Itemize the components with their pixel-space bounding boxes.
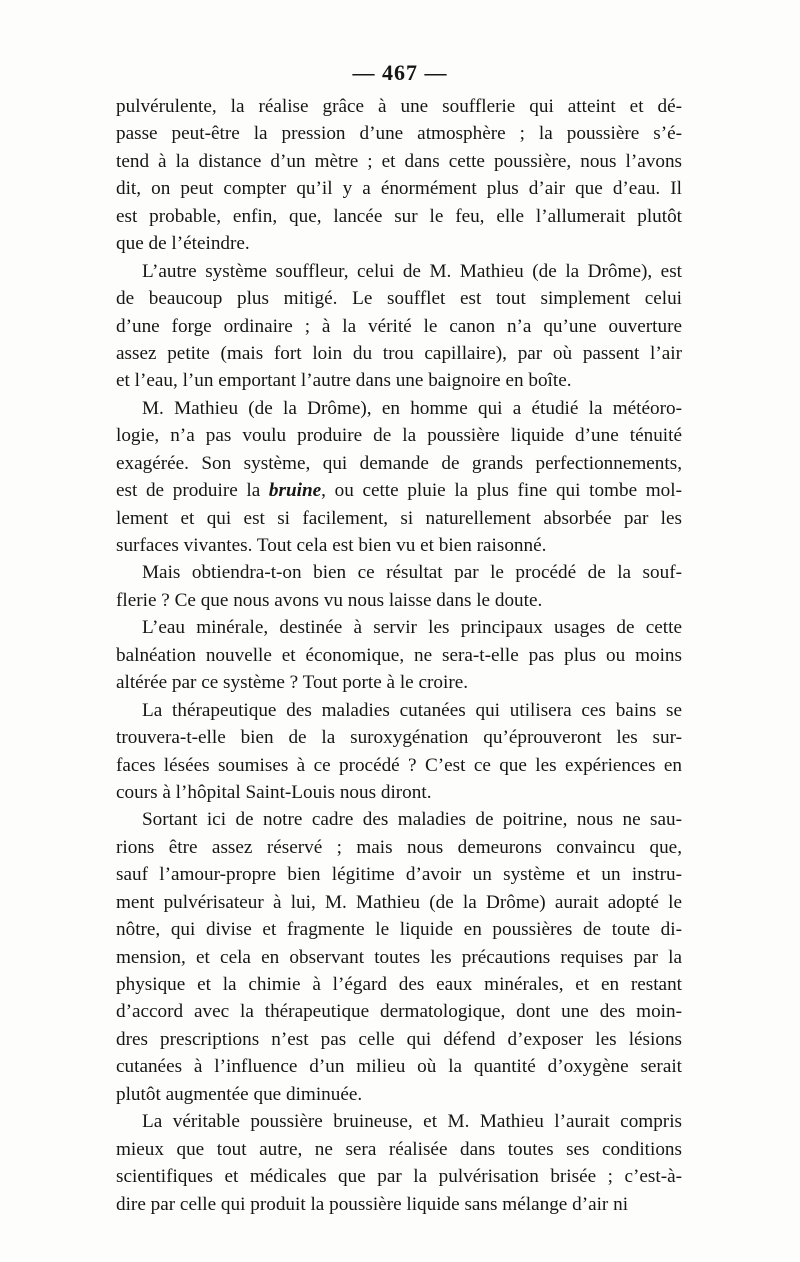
paragraph [116,806,682,1108]
text-line: physique et la chimie à l’égard des eaux minérales, et en restant [116,974,682,995]
text-line: faces lésées soumises à ce procédé ? C’est ce que les expériences en [116,754,682,776]
paragraph [116,697,682,807]
text-line: lement et qui est si facilement, si naturellement absorbée par les [116,507,682,529]
text-line: L’eau minérale, destinée à servir les principaux usages de cette [142,617,682,639]
text-line: mieux que tout autre, ne sera réalisée dans toutes ses conditions [116,1138,682,1160]
text-line: Sortant ici de notre cadre des maladies de poitrine, nous ne sau- [142,809,682,831]
text-line: que de l’éteindre. [116,233,250,255]
text-line: exagérée. Son système, qui demande de grands perfectionnements, [116,452,682,474]
emphasized-word: bruine [268,480,322,502]
text-line: altérée par ce système ? Tout porte à le croire. [116,672,469,694]
text-line: dire par celle qui produit la poussière liquide sans mélange d’air ni [116,1193,629,1215]
body-text [116,93,682,1218]
page-number: — 467 — [352,60,448,85]
text-line: pulvérulente, la réalise grâce à une soufflerie qui atteint et dé- [116,96,682,117]
text-line: La véritable poussière bruineuse, et M. Mathieu l’aurait compris [142,1111,682,1133]
paragraph [116,559,682,614]
text-line: passe peut-être la pression d’une atmosphère ; la poussière s’é- [116,123,682,145]
text-line: plutôt augmentée que diminuée. [116,1083,363,1105]
text-line: assez petite (mais fort loin du trou capillaire), par où passent l’air [116,342,682,364]
text-line: d’accord avec la thérapeutique dermatologique, dont une des moin- [116,1001,682,1023]
text-line: trouvera-t-elle bien de la suroxygénation qu’éprouveront les sur- [116,727,682,749]
text-line: est de produire la bruine, ou cette pluie la plus fine qui tombe mol- [116,480,682,502]
text-line: de beaucoup plus mitigé. Le soufflet est tout simplement celui [116,288,682,310]
paragraph [116,93,682,258]
text-line: rions être assez réservé ; mais nous demeurons convaincu que, [116,836,682,858]
text-line: flerie ? Ce que nous avons vu nous laisse dans le doute. [116,589,543,611]
text-line: sauf l’amour-propre bien légitime d’avoir un système et un instru- [116,864,682,886]
text-line: ment pulvérisateur à lui, M. Mathieu (de la Drôme) aurait adopté le [116,891,682,913]
text-line: cours à l’hôpital Saint-Louis nous diront. [116,781,432,803]
paragraph [116,258,682,395]
text-line: L’autre système souffleur, celui de M. Mathieu (de la Drôme), est [142,260,682,282]
text-line: tend à la distance d’un mètre ; et dans cette poussière, nous l’avons [116,150,682,172]
text-line: d’une forge ordinaire ; à la vérité le canon n’a qu’une ouverture [116,315,682,337]
text-line: cutanées à l’influence d’un milieu où la quantité d’oxygène serait [116,1056,682,1078]
paragraph [116,1108,682,1218]
text-line: logie, n’a pas voulu produire de la poussière liquide d’une ténuité [116,425,682,447]
text-line: balnéation nouvelle et économique, ne sera-t-elle pas plus ou moins [116,644,682,666]
text-line: et l’eau, l’un emportant l’autre dans une baignoire en boîte. [116,370,572,392]
text-line: est probable, enfin, que, lancée sur le feu, elle l’allumerait plutôt [116,205,682,227]
paragraph [116,614,682,696]
text-line: M. Mathieu (de la Drôme), en homme qui a étudié la météoro- [142,397,682,419]
text-line: mension, et cela en observant toutes les précautions requises par la [116,946,682,968]
text-line: surfaces vivantes. Tout cela est bien vu et bien raisonné. [116,535,547,556]
text-line: Mais obtiendra-t-on bien ce résultat par le procédé de la souf- [142,562,682,584]
text-line: La thérapeutique des maladies cutanées qui utilisera ces bains se [142,699,682,721]
text-line: dres prescriptions n’est pas celle qui défend d’exposer les lésions [116,1028,682,1050]
paragraph [116,395,682,560]
text-line: scientifiques et médicales que par la pulvérisation brisée ; c’est-à- [116,1166,682,1188]
text-line: nôtre, qui divise et fragmente le liquide en poussières de toute di- [116,919,682,941]
text-line: dit, on peut compter qu’il y a énormément plus d’air que d’eau. Il [116,178,682,200]
